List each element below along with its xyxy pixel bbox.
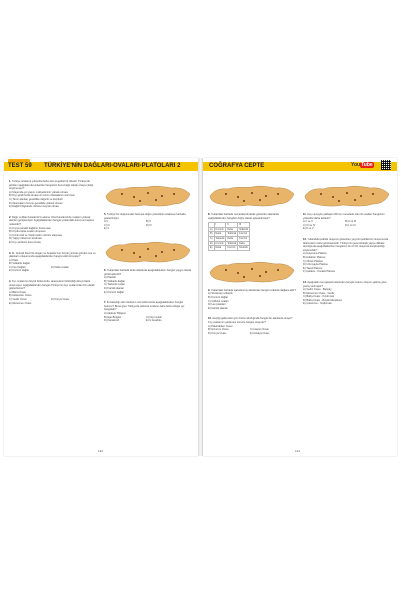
table-row <box>209 246 250 251</box>
question-item <box>208 258 296 311</box>
answer-option[interactable]: C) III <box>104 223 110 227</box>
answer-option[interactable]: D) Bafra Ovası - Büyük Menderes <box>303 298 342 302</box>
table-cell: Delta <box>226 236 238 241</box>
table-cell: E) <box>210 246 213 250</box>
answer-option[interactable]: D) Delta ovaları <box>51 265 70 269</box>
answer-option[interactable]: E) Kıvrımlı dağlar <box>9 269 30 273</box>
question-text: Geçtiği gelişmeler göz önüne alındığında hangisi bu alanlarda oluşur? Kıyı ovalarının gelişmesi sonucu hangisi oluşmaz? <box>208 317 293 324</box>
question-number: 8. <box>208 213 211 216</box>
table-cell: I <box>214 223 226 228</box>
youtube-tube-text: Tube <box>361 162 373 168</box>
question-item <box>303 281 391 306</box>
answer-option[interactable]: B) Ege Bölgesi <box>104 315 122 319</box>
answer-option[interactable]: E) Kıvrımlı dağlar <box>104 290 125 294</box>
answer-option[interactable]: A) I ve II <box>303 220 313 224</box>
question-number: 11. <box>303 213 308 216</box>
page-number: 123 <box>295 449 301 453</box>
question-text: Kıyı ovalarının büyük bölümünde, akarsuların biriktirdiği alüvyonlarla oluşmuştur. Aşağıdakilerden hangisi Türkiye'nin kıyı ovalarından biri olarak gösterilemez? <box>9 280 95 291</box>
question-number: 12. <box>303 237 308 241</box>
answer-option[interactable]: C) Çıldırlık ovaları <box>208 299 229 303</box>
question-text: İki bakışlığı olan haritanın orta bölümünde aşağıdakilerden hangisi bulunur? Buna göre Türkiye'de tektonik ovaların daha fazla olduğu yer hangisidir? <box>104 301 185 312</box>
question-text: Doğu ve Batı Karadeniz'in aksine Orta Karadeniz'de ovaların yüksek alanları genişlemiştir. Aşağıdakilerden hangisi yukarıdaki durumun başlıca nedenidir? <box>9 215 94 226</box>
book-spread <box>0 158 401 456</box>
table-cell: Tektonik <box>215 236 225 240</box>
table-cell: Volkanik <box>239 227 248 231</box>
brand-title: COĞRAFYA CEPTE <box>209 163 265 169</box>
answer-option[interactable]: C) Tarım alanları genellikle dağınık ve küçüktür <box>9 197 63 201</box>
question-item <box>303 238 391 274</box>
answer-option[interactable]: B) Erzurum Ovası <box>208 328 229 332</box>
answer-option[interactable]: B) II <box>146 220 151 224</box>
answer-option[interactable]: D) Konya Ovası <box>208 331 227 335</box>
answer-option[interactable]: D) Akarsuların hızının genellikle yüksek olması <box>9 201 63 205</box>
table-cell: Kıvrımlı <box>214 241 226 246</box>
answer-option[interactable]: C) Kızılırmak ve Yeşilırmak'ın denize ulaşması <box>9 233 63 237</box>
table-cell: Delta <box>214 232 226 237</box>
question-text: Aşağıdaki ova eşleştirmelerinden hangisi ovanın oluşum şekline göre yanlış verilmiştir? <box>303 280 387 288</box>
left-column-2 <box>104 180 192 330</box>
answer-option[interactable]: D) I ve IV <box>345 223 356 227</box>
question-item <box>303 182 391 231</box>
turkey-map-figure <box>208 258 296 286</box>
turkey-map-figure <box>303 182 391 210</box>
answer-option[interactable]: C) Gediz Ovası <box>9 298 27 302</box>
question-number: 10. <box>208 317 213 321</box>
table-cell: Tektonik <box>227 241 237 245</box>
answer-option[interactable]: B) II ve III <box>345 220 357 224</box>
answer-option[interactable]: D) Yağış miktarının azalması <box>9 237 43 241</box>
question-item <box>208 317 296 335</box>
turkey-map-figure <box>104 238 192 266</box>
table-cell: B) <box>210 232 213 236</box>
answer-option[interactable]: B) Adapazarı Ovası <box>9 294 32 298</box>
table-cell: II <box>226 223 238 228</box>
table-cell: C) <box>210 236 213 240</box>
answer-option[interactable]: A) Kıyıya paralel dağların bulunması <box>9 226 51 230</box>
question-item <box>9 180 97 209</box>
left-column-1 <box>9 180 97 312</box>
table-cell: D) <box>210 241 213 245</box>
question-item <box>208 182 296 251</box>
answer-option[interactable]: C) Bafra Ovası - Kızılırmak <box>303 295 334 299</box>
question-text: Yukarıdaki haritada taralı alanlarda aşağıdakilerden hangisi yaygın olarak görülmektedir? <box>104 268 192 276</box>
answer-option[interactable]: A) Platolar <box>104 276 117 280</box>
qr-code-icon[interactable] <box>381 160 391 170</box>
answer-option[interactable]: A) Plato <box>9 258 19 262</box>
question-item <box>104 238 192 294</box>
left-page <box>4 158 198 456</box>
answer-option[interactable]: E) Dağlık bölgelerde nüfusun seyrek olması <box>9 205 60 209</box>
answer-option[interactable]: C) Fay kıyıları <box>146 315 163 319</box>
answer-option[interactable]: B) Kıyı şeridi fazla olmasının turizm olanaklarını artırması <box>9 194 75 198</box>
question-text: Kuş uçuşuyla yaklaşık 200 km mesafede olan iki ovadan hangisinin yükseltisi daha fazladır? <box>303 213 385 220</box>
answer-option[interactable]: D) Karadeniz <box>104 319 120 323</box>
page-title: TÜRKİYE'NİN DAĞLARI-OVALARI-PLATOLARI 2 <box>44 163 181 169</box>
answer-option[interactable]: A) Sivrisinap volkanik <box>208 292 233 296</box>
table-cell: Tektonik <box>227 232 237 236</box>
question-number: 3. <box>9 251 12 255</box>
table-cell: A) <box>210 227 213 231</box>
table-cell: Kıvrımlı <box>238 232 250 237</box>
right-column-2 <box>303 180 391 313</box>
question-number: 9. <box>208 288 211 292</box>
answer-option[interactable]: D) Uzunyayla Platosu <box>303 263 328 267</box>
youtube-you-text: You <box>351 162 361 168</box>
question-text: Türkiye ortalama yükseltisi fazla olan engebeli bir ülkedir. Türkiye'de görülen aşağıdaki durumlardan hangisinin buna bağlı olarak ortaya çıktığı söylenemez? <box>9 180 94 191</box>
answer-option[interactable]: E) V <box>104 227 110 231</box>
question-item <box>104 182 192 231</box>
answer-option[interactable]: D) Karstik alanlar <box>104 286 124 290</box>
table-cell: Delta <box>214 246 226 251</box>
answer-option[interactable]: C) Obruk Platosu <box>303 259 323 263</box>
answer-option[interactable]: B) Ardahan Platosu <box>303 255 326 259</box>
answer-option[interactable]: A) I <box>104 220 109 224</box>
question-number: 13. <box>303 280 308 284</box>
question-number: 1. <box>9 180 12 183</box>
youtube-logo-icon[interactable] <box>351 161 374 169</box>
answer-option[interactable]: D) IV <box>146 223 152 227</box>
table-cell: Tektonik <box>239 246 248 250</box>
answer-option[interactable]: E) İç Anadolu <box>146 319 162 323</box>
answer-option[interactable]: A) Bafra Ovası <box>9 290 27 294</box>
answer-table <box>208 222 250 251</box>
table-cell: Kıvrımlı <box>238 236 250 241</box>
answer-option[interactable]: E) Taşeli Platosu <box>303 266 323 270</box>
question-number: 4. <box>9 280 12 284</box>
question-item <box>104 301 192 323</box>
question-number: 2. <box>9 215 12 219</box>
answer-option[interactable]: D) Lav platoları <box>208 303 226 307</box>
answer-option[interactable]: E) Antalya Ovası <box>250 331 270 335</box>
question-text: Yukarıdaki haritada işaretlenmiş alanlardan hangisi volkanik dağlara aittir? <box>210 288 296 292</box>
answer-option[interactable]: D) Konya Ovası <box>51 298 70 302</box>
answer-option[interactable]: E) Menemen Ovası <box>9 301 32 305</box>
answer-option[interactable]: A) Ulaşımda yol yapım maliyetlerinin yüksek olması <box>9 190 69 194</box>
question-item <box>9 216 97 245</box>
answer-option[interactable]: C) III ve IV <box>303 223 316 227</box>
table-cell: Delta <box>238 241 250 246</box>
question-item <box>9 252 97 274</box>
answer-option[interactable]: A) Akdeniz Bölgesi <box>104 311 126 315</box>
question-item <box>9 280 97 305</box>
table-cell: III <box>238 223 250 228</box>
table-cell: Kıvrımlı <box>226 246 238 251</box>
page-number: 122 <box>98 449 104 453</box>
answer-option[interactable]: B) Kıvrımlı dağlar <box>208 295 229 299</box>
answer-option[interactable]: B) Volkanik dağlar <box>9 262 30 266</box>
answer-option[interactable]: B) Menemen Ovası - Gediz <box>303 291 335 295</box>
turkey-map-figure <box>208 182 296 210</box>
answer-option[interactable]: E) II ve V <box>303 227 314 231</box>
question-text: Yukarıdaki şekilde oluşumu gösterilen yeryüzü şekillerinin oluşumunda akarsuların etkisi görülmektedir. Türkiye'nin jeomorfolojik yapısı dikkate alındığında aşağıdakilerden hangisinin bu tür bir oluşumla karşılaşıldığı söylenebilir? <box>303 237 389 252</box>
question-number: 6. <box>104 268 107 272</box>
question-text: M. Jeolojik Devir'de oluşan ve Anadolu'nun birçok yerinde görülen ova ve platoların oluşumunda aşağıdakilerden hangisi etkili olmuştur? <box>9 251 96 259</box>
right-column-1 <box>208 180 296 342</box>
answer-option[interactable]: E) Karstik alanlar <box>208 306 228 310</box>
turkey-map-figure <box>104 182 192 210</box>
question-number: 7. <box>104 301 107 305</box>
answer-option[interactable]: C) Tektonik ovalar <box>104 283 125 287</box>
question-text: Türkiye'nin doğusundan batısına doğru yükseltinin azalması haritada gösterilmiştir. <box>104 213 186 220</box>
question-number: 5. <box>104 213 107 216</box>
answer-option[interactable]: A) Gediz Ovası - Batıçay <box>303 288 332 292</box>
answer-option[interactable]: B) Volkanik dağlar <box>104 279 125 283</box>
answer-option[interactable]: F) Çatalca - Kocaeli Platosu <box>303 270 336 274</box>
answer-option[interactable]: B) Kıyıda delta ovaları oluşması <box>9 230 46 234</box>
question-text: Yukarıdaki haritada numaralandırılarak gösterilen alanlarda aşağıdakilerden hangileri doğru olarak eşleştirilmiştir? <box>208 213 279 220</box>
answer-option[interactable]: C) Fay Dağları <box>9 265 26 269</box>
answer-option[interactable]: C) Harran Ovası <box>250 328 269 332</box>
answer-option[interactable]: A) Haymana Platosu <box>303 252 327 256</box>
test-label: TEST 59 <box>8 163 32 169</box>
table-cell: Delta <box>226 227 238 232</box>
table-cell: Kıvrımlı <box>214 227 226 232</box>
answer-option[interactable]: E) Çukurova - Yeşilırmak <box>303 302 332 306</box>
right-page <box>203 158 397 456</box>
answer-option[interactable]: A) Palandöken Ovası <box>208 324 233 328</box>
answer-option[interactable]: E) Kıyı şeridinin kısa olması <box>9 240 42 244</box>
